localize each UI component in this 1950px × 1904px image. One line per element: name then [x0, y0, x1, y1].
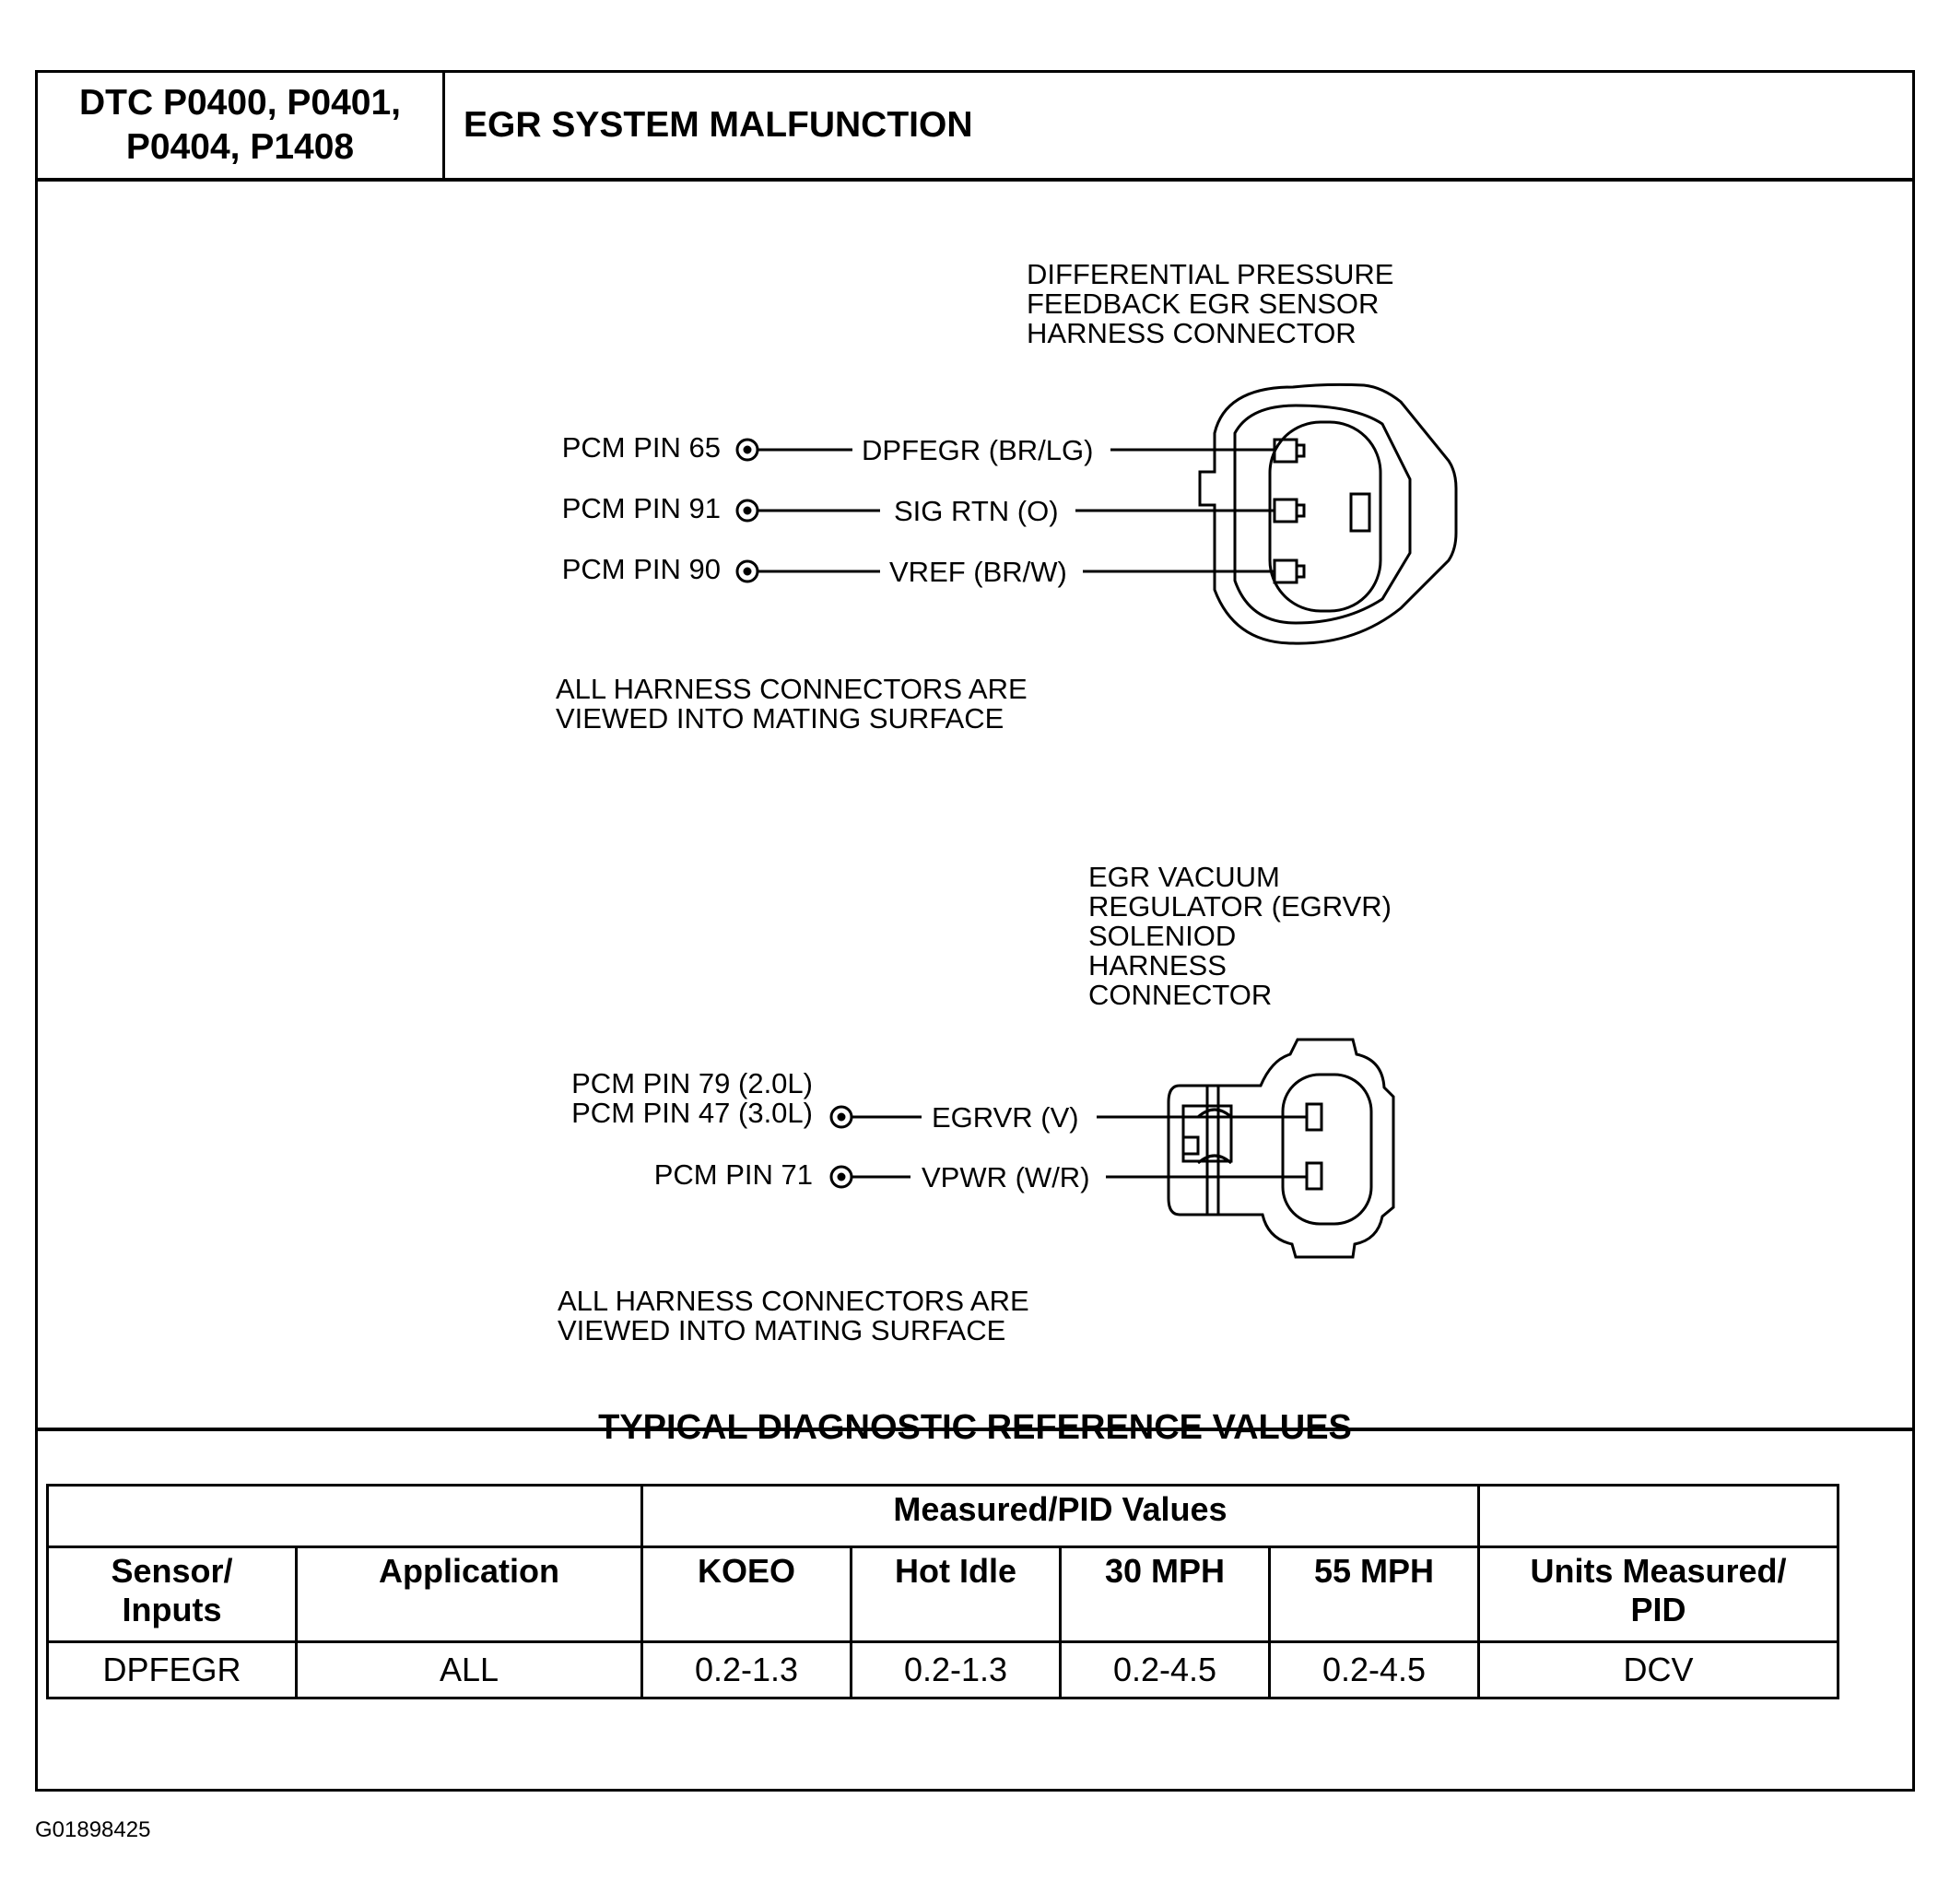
circuit-label-dpfegr: DPFEGR (BR/LG) [862, 434, 1094, 466]
table-row [48, 1642, 1838, 1698]
pin-label-pcm-91: PCM PIN 91 [561, 492, 721, 524]
table-cell: DPFEGR [48, 1642, 297, 1698]
connector1-body [1200, 384, 1456, 643]
table-cell: ALL [297, 1642, 642, 1698]
table-cell: 0.2-1.3 [852, 1642, 1061, 1698]
table-group-header: Measured/PID Values [642, 1486, 1479, 1547]
table-cell: 0.2-1.3 [642, 1642, 852, 1698]
table-cell: 0.2-4.5 [1061, 1642, 1270, 1698]
reference-values-title: TYPICAL DIAGNOSTIC REFERENCE VALUES [598, 1408, 1352, 1447]
connector2-note: ALL HARNESS CONNECTORS ARE VIEWED INTO MATING SURFACE [558, 1285, 1029, 1346]
table-group-blank-right [1479, 1486, 1838, 1547]
pin-label-pcm-65: PCM PIN 65 [561, 431, 721, 464]
connector2-wires [831, 1107, 1307, 1187]
table-header-row [48, 1547, 1838, 1642]
connector1-note: ALL HARNESS CONNECTORS ARE VIEWED INTO MATING SURFACE [556, 673, 1028, 735]
circuit-label-vref: VREF (BR/W) [889, 556, 1067, 588]
reference-values-table [46, 1484, 1839, 1699]
figure-id: G01898425 [35, 1817, 151, 1842]
table-group-blank-left [48, 1486, 642, 1547]
col-header-30mph: 30 MPH [1061, 1547, 1270, 1642]
egrvr-connector-title: EGR VACUUM REGULATOR (EGRVR) SOLENIOD HARNESS CONNECTOR [1088, 861, 1392, 1011]
circuit-label-egrvr: EGRVR (V) [932, 1101, 1079, 1134]
circuit-label-vpwr: VPWR (W/R) [922, 1161, 1090, 1193]
connector1-wires [737, 440, 1275, 582]
col-header-units: Units Measured/ PID [1479, 1547, 1838, 1642]
circuit-label-sig-rtn: SIG RTN (O) [894, 495, 1059, 527]
pin-label-pcm-79-47: PCM PIN 79 (2.0L) PCM PIN 47 (3.0L) [571, 1067, 813, 1129]
page-title: EGR SYSTEM MALFUNCTION [464, 105, 973, 145]
col-header-koeo: KOEO [642, 1547, 852, 1642]
col-header-application: Application [297, 1547, 642, 1642]
table-cell: DCV [1479, 1642, 1838, 1698]
pin-label-pcm-71: PCM PIN 71 [653, 1158, 813, 1191]
dpfegr-connector-title: DIFFERENTIAL PRESSURE FEEDBACK EGR SENSOR HARNESS CONNECTOR [1027, 258, 1394, 349]
col-header-hot-idle: Hot Idle [852, 1547, 1061, 1642]
connector2-body [1169, 1040, 1393, 1257]
dtc-codes: DTC P0400, P0401, P0404, P1408 [78, 83, 402, 167]
table-group-header-row [48, 1486, 1838, 1547]
table-cell: 0.2-4.5 [1270, 1642, 1479, 1698]
col-header-sensor: Sensor/ Inputs [48, 1547, 297, 1642]
pin-label-pcm-90: PCM PIN 90 [561, 553, 721, 585]
col-header-55mph: 55 MPH [1270, 1547, 1479, 1642]
